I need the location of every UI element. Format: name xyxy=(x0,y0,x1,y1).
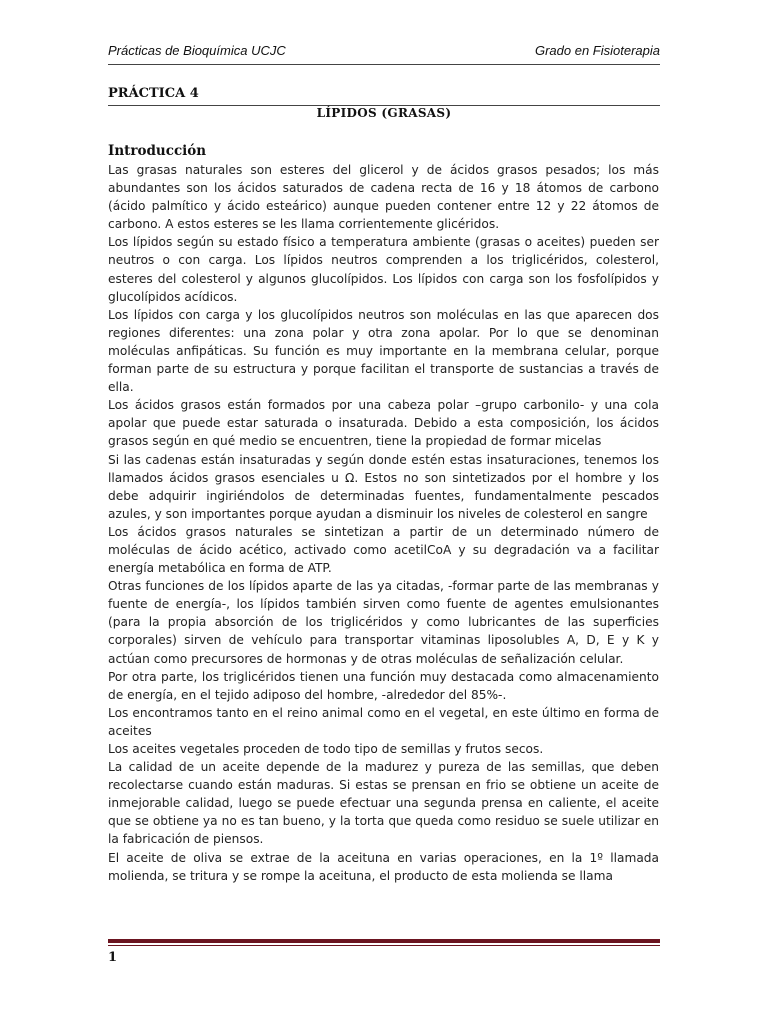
header-course: Prácticas de Bioquímica UCJC xyxy=(108,43,286,58)
paragraph: Los aceites vegetales proceden de todo tipo de semillas y frutos secos. xyxy=(108,742,544,756)
paragraph: Por otra parte, los triglicéridos tienen una función muy destacada como almacenamiento de energía, en el tejido adiposo del hombre, -alrededor del 85%-. xyxy=(108,669,659,702)
practice-label: PRÁCTICA 4 xyxy=(108,86,660,106)
paragraph: Los lípidos según su estado físico a temperatura ambiente (grasas o aceites) pueden ser neutros o con carga. Los lípidos neutros comprenden a los triglicéridos, colesterol, esteres del colesterol y algunos glucolípidos. Los lípidos con carga son los fosfolípidos y glucolípidos acídicos. xyxy=(108,235,659,304)
paragraph: Los lípidos con carga y los glucolípidos neutros son moléculas en las que aparecen dos regiones diferentes: una zona polar y otra zona apolar. Por lo que se denominan moléculas anfipáticas. Su función es muy importante en la membrana celular, porque forman parte de su estructura y porque facilitan el transporte de sustancias a través de ella. xyxy=(108,307,659,395)
document-title: LÍPIDOS (GRASAS) xyxy=(316,106,452,120)
paragraph: Si las cadenas están insaturadas y según donde estén estas insaturaciones, tenemos los llamados ácidos grasos esenciales u Ω. Estos no son sintetizados por el hombre y los debe adquirir ingiriéndolos de determinadas fuentes, fundamentalmente pescados azules, y son importantes porque ayudan a disminuir los niveles de colesterol en sangre xyxy=(108,452,659,521)
header-degree: Grado en Fisioterapia xyxy=(534,43,660,58)
body-text xyxy=(108,161,659,885)
paragraph: Los ácidos grasos naturales se sintetizan a partir de un determinado número de moléculas de ácido acético, activado como acetilCoA y su degradación va a facilitar energía metabólica en forma de ATP. xyxy=(108,524,659,576)
paragraph: Las grasas naturales son esteres del glicerol y de ácidos grasos pesados; los más abundantes son los ácidos saturados de cadena recta de 16 y 18 átomos de carbono (ácido palmítico y ácido esteárico) aunque pueden contener entre 12 y 22 átomos de carbono. A estos esteres se les llama corrientemente glicéridos. xyxy=(108,163,659,232)
paragraph: El aceite de oliva se extrae de la aceituna en varias operaciones, en la 1º llamada molienda, se tritura y se rompe la aceituna, el producto de esta molienda se llama xyxy=(108,850,659,883)
paragraph: La calidad de un aceite depende de la madurez y pureza de las semillas, que deben recolectarse cuando están maduras. Si estas se prensan en frio se obtiene un aceite de inmejorable calidad, luego se puede efectuar una segunda prensa en caliente, el aceite que se obtiene ya no es tan bueno, y la torta que queda como residuo se suele utilizar en la fabricación de piensos. xyxy=(108,760,659,847)
paragraph: Los encontramos tanto en el reino animal como en el vegetal, en este último en forma de aceites xyxy=(108,705,659,738)
paragraph: Otras funciones de los lípidos aparte de las ya citadas, -formar parte de las membranas y fuente de energía-, los lípidos también sirven como fuente de agentes emulsionantes (para la propia absorción de los triglicéridos y como lubricantes de las superficies corporales) sirven de vehículo para transportar vitaminas liposolubles A, D, E y K y actúan como precursores de hormonas y de otras moléculas de señalización celular. xyxy=(108,579,659,666)
section-heading: Introducción xyxy=(108,143,207,159)
page-number: 1 xyxy=(108,950,118,965)
page-header xyxy=(108,40,660,65)
paragraph: Los ácidos grasos están formados por una cabeza polar –grupo carbonilo- y una cola apolar que puede estar saturada o insaturada. Debido a esta composición, los ácidos grasos según en qué medio se encuentren, tiene la propiedad de formar micelas xyxy=(108,398,659,449)
footer-divider xyxy=(108,939,660,943)
